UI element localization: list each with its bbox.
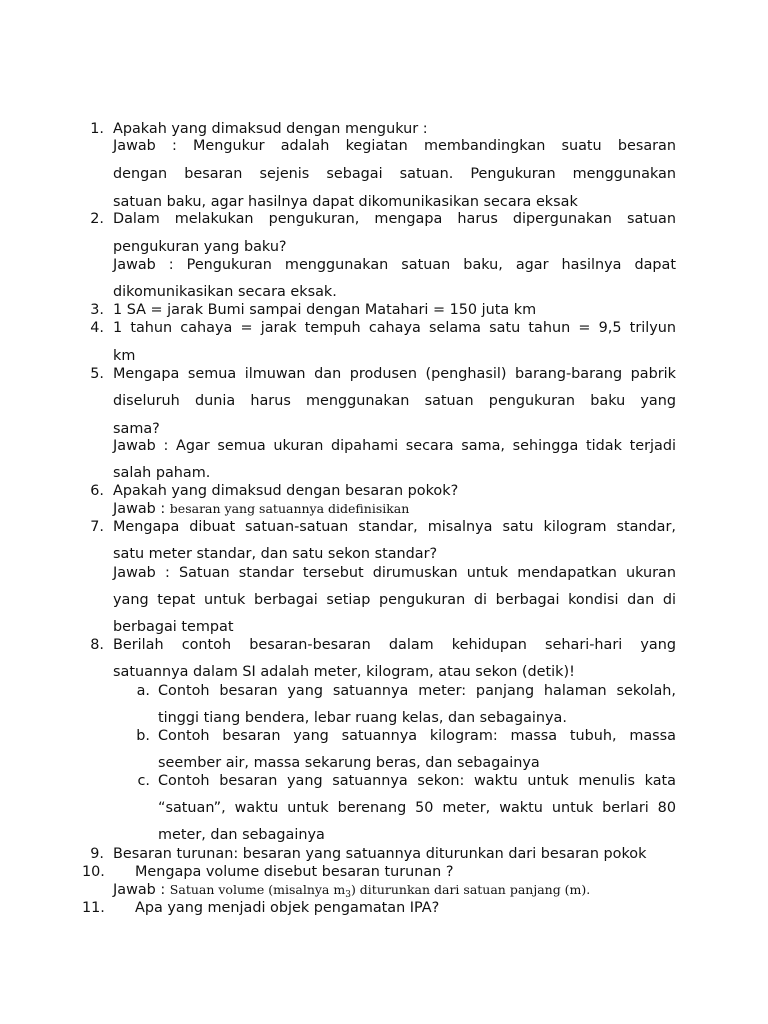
sub-item-letter: c. [137,773,150,789]
question-text: Apakah yang dimaksud dengan mengukur : [113,121,428,137]
sub-item-letter: b. [136,728,150,744]
question-text: Mengapa volume disebut besaran turunan ? [135,864,454,880]
answer-text: Jawab : Agar semua ukuran dipahami secara sama, sehingga tidak terjadi [113,438,676,454]
sub-item-text: Contoh besaran yang satuannya meter: panjang halaman sekolah, [158,683,676,699]
question-text: 1 tahun cahaya = jarak tempuh cahaya selama satu tahun = 9,5 trilyun [113,320,676,336]
question-text: diseluruh dunia harus menggunakan satuan pengukuran baku yang [113,393,676,409]
item-number: 7. [90,519,104,535]
question-text: Berilah contoh besaran-besaran dalam kehidupan sehari-hari yang [113,637,676,653]
sub-item-text: “satuan”, waktu untuk berenang 50 meter, waktu untuk berlari 80 [158,800,676,816]
question-text: Apakah yang dimaksud dengan besaran pokok? [113,483,459,499]
item-number: 2. [90,211,104,227]
sub-item-text: Contoh besaran yang satuannya kilogram: massa tubuh, massa [158,728,676,744]
question-text: sama? [113,421,160,437]
sub-item-letter: a. [136,683,150,699]
answer-text: dengan besaran sejenis sebagai satuan. Pengukuran menggunakan [113,166,676,182]
question-text: Apa yang menjadi objek pengamatan IPA? [135,900,440,916]
question-text: satuannya dalam SI adalah meter, kilogram, atau sekon (detik)! [113,664,575,680]
answer-serif-text: Satuan volume (misalnya m [169,882,346,897]
answer-text [113,502,409,516]
item-number: 3. [90,302,104,318]
answer-text: dikomunikasikan secara eksak. [113,284,337,300]
answer-text: Jawab : Mengukur adalah kegiatan membandingkan suatu besaran [113,138,676,154]
item-number: 1. [90,121,104,137]
item-number: 6. [90,483,104,499]
subscript-text: 3 [345,890,351,900]
item-number: 8. [90,637,104,653]
answer-text: salah paham. [113,465,211,481]
item-number: 11. [82,900,105,916]
question-text: Dalam melakukan pengukuran, mengapa harus dipergunakan satuan [113,211,676,227]
item-number: 10. [82,864,105,880]
question-text: satu meter standar, dan satu sekon standar? [113,546,438,562]
question-text: Mengapa semua ilmuwan dan produsen (penghasil) barang-barang pabrik [113,366,676,382]
question-text: 1 SA = jarak Bumi sampai dengan Matahari = 150 juta km [113,302,537,318]
item-number: 4. [90,320,104,336]
question-text: Besaran turunan: besaran yang satuannya diturunkan dari besaran pokok [113,846,647,862]
answer-text: satuan baku, agar hasilnya dapat dikomunikasikan secara eksak [113,194,578,210]
item-number: 9. [90,846,104,862]
answer-text: Jawab : Pengukuran menggunakan satuan baku, agar hasilnya dapat [113,257,676,273]
question-text: km [113,348,136,364]
answer-text: berbagai tempat [113,619,234,635]
sub-item-text: Contoh besaran yang satuannya sekon: waktu untuk menulis kata [158,773,676,789]
answer-text [113,883,590,900]
sub-item-text: seember air, massa sekarung beras, dan sebagainya [158,755,540,771]
answer-serif-text: ) diturunkan dari satuan panjang (m). [350,882,591,897]
sub-item-text: tinggi tiang bendera, lebar ruang kelas, dan sebagainya. [158,710,567,726]
answer-serif-text: besaran yang satuannya didefinisikan [169,501,410,516]
answer-text: yang tepat untuk berbagai setiap pengukuran di berbagai kondisi dan di [113,592,676,608]
answer-prefix: Jawab : [113,882,166,898]
answer-text: Jawab : Satuan standar tersebut dirumuskan untuk mendapatkan ukuran [113,565,676,581]
answer-prefix: Jawab : [113,501,166,517]
question-text: Mengapa dibuat satuan-satuan standar, misalnya satu kilogram standar, [113,519,676,535]
sub-item-text: meter, dan sebagainya [158,827,325,843]
question-text: pengukuran yang baku? [113,239,287,255]
item-number: 5. [90,366,104,382]
